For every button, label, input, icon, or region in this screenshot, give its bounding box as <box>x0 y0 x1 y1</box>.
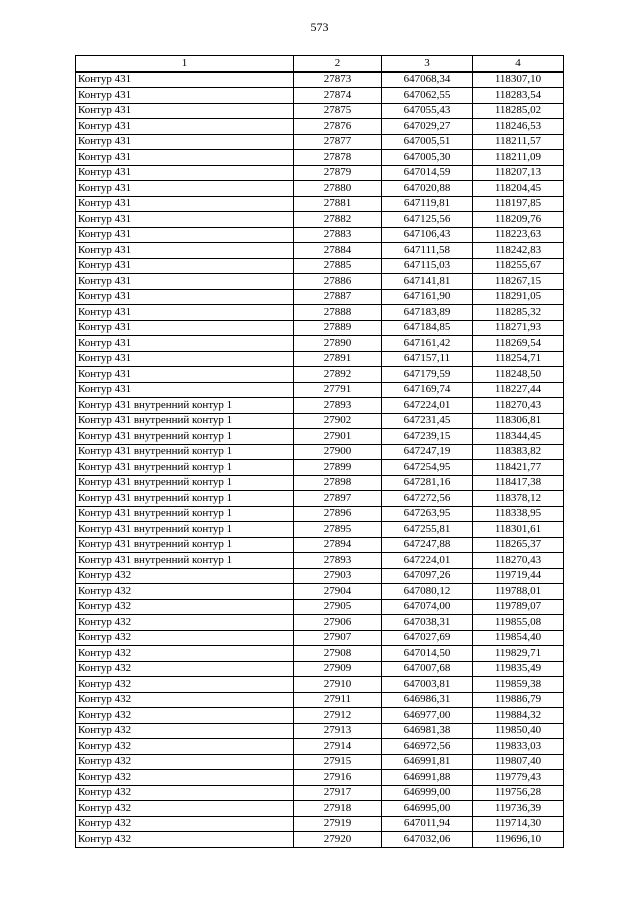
point-number-cell: 27893 <box>294 553 382 569</box>
table-row <box>76 134 564 150</box>
table-row <box>76 708 564 724</box>
table-row <box>76 243 564 259</box>
contour-name-cell: Контур 432 <box>76 816 294 832</box>
y-coordinate-cell: 118248,50 <box>473 367 564 383</box>
x-coordinate-cell: 646991,81 <box>382 754 473 770</box>
contour-name-cell: Контур 432 <box>76 801 294 817</box>
y-coordinate-cell: 119756,28 <box>473 785 564 801</box>
x-coordinate-cell: 647080,12 <box>382 584 473 600</box>
y-coordinate-cell: 119835,49 <box>473 661 564 677</box>
point-number-cell: 27901 <box>294 429 382 445</box>
table-row <box>76 568 564 584</box>
y-coordinate-cell: 118285,32 <box>473 305 564 321</box>
contour-name-cell: Контур 431 внутренний контур 1 <box>76 506 294 522</box>
table-row <box>76 537 564 553</box>
y-coordinate-cell: 118204,45 <box>473 181 564 197</box>
x-coordinate-cell: 647157,11 <box>382 351 473 367</box>
contour-name-cell: Контур 431 внутренний контур 1 <box>76 553 294 569</box>
table-row <box>76 103 564 119</box>
table-row <box>76 336 564 352</box>
contour-name-cell: Контур 432 <box>76 832 294 848</box>
table-row <box>76 630 564 646</box>
y-coordinate-cell: 119884,32 <box>473 708 564 724</box>
contour-name-cell: Контур 432 <box>76 677 294 693</box>
table-row <box>76 801 564 817</box>
column-header-point-number: 2 <box>294 56 382 72</box>
point-number-cell: 27910 <box>294 677 382 693</box>
contour-name-cell: Контур 432 <box>76 615 294 631</box>
y-coordinate-cell: 118223,63 <box>473 227 564 243</box>
y-coordinate-cell: 119789,07 <box>473 599 564 615</box>
x-coordinate-cell: 647007,68 <box>382 661 473 677</box>
contour-name-cell: Контур 431 <box>76 336 294 352</box>
point-number-cell: 27900 <box>294 444 382 460</box>
coordinates-table <box>75 55 564 848</box>
contour-name-cell: Контур 432 <box>76 584 294 600</box>
y-coordinate-cell: 119714,30 <box>473 816 564 832</box>
contour-name-cell: Контур 431 внутренний контур 1 <box>76 444 294 460</box>
y-coordinate-cell: 118421,77 <box>473 460 564 476</box>
column-header-contour: 1 <box>76 56 294 72</box>
x-coordinate-cell: 647014,59 <box>382 165 473 181</box>
table-row <box>76 320 564 336</box>
contour-name-cell: Контур 431 <box>76 103 294 119</box>
table-row <box>76 150 564 166</box>
x-coordinate-cell: 646995,00 <box>382 801 473 817</box>
x-coordinate-cell: 647068,34 <box>382 72 473 88</box>
contour-name-cell: Контур 431 <box>76 134 294 150</box>
point-number-cell: 27887 <box>294 289 382 305</box>
x-coordinate-cell: 647179,59 <box>382 367 473 383</box>
table-row <box>76 785 564 801</box>
contour-name-cell: Контур 431 <box>76 243 294 259</box>
table-row <box>76 413 564 429</box>
y-coordinate-cell: 118301,61 <box>473 522 564 538</box>
contour-name-cell: Контур 432 <box>76 723 294 739</box>
y-coordinate-cell: 119788,01 <box>473 584 564 600</box>
table-row <box>76 832 564 848</box>
y-coordinate-cell: 118207,13 <box>473 165 564 181</box>
point-number-cell: 27891 <box>294 351 382 367</box>
x-coordinate-cell: 647115,03 <box>382 258 473 274</box>
x-coordinate-cell: 647254,95 <box>382 460 473 476</box>
y-coordinate-cell: 118255,67 <box>473 258 564 274</box>
table-row <box>76 739 564 755</box>
table-header <box>76 56 564 72</box>
table-row <box>76 351 564 367</box>
x-coordinate-cell: 647169,74 <box>382 382 473 398</box>
table-row <box>76 522 564 538</box>
table-row <box>76 119 564 135</box>
x-coordinate-cell: 647106,43 <box>382 227 473 243</box>
table-row <box>76 289 564 305</box>
y-coordinate-cell: 119854,40 <box>473 630 564 646</box>
contour-name-cell: Контур 431 внутренний контур 1 <box>76 537 294 553</box>
point-number-cell: 27883 <box>294 227 382 243</box>
y-coordinate-cell: 119807,40 <box>473 754 564 770</box>
table-row <box>76 165 564 181</box>
point-number-cell: 27879 <box>294 165 382 181</box>
x-coordinate-cell: 646999,00 <box>382 785 473 801</box>
x-coordinate-cell: 647027,69 <box>382 630 473 646</box>
table-row <box>76 491 564 507</box>
contour-name-cell: Контур 431 внутренний контур 1 <box>76 491 294 507</box>
column-header-y: 4 <box>473 56 564 72</box>
x-coordinate-cell: 647141,81 <box>382 274 473 290</box>
x-coordinate-cell: 647029,27 <box>382 119 473 135</box>
y-coordinate-cell: 118338,95 <box>473 506 564 522</box>
point-number-cell: 27920 <box>294 832 382 848</box>
x-coordinate-cell: 647074,00 <box>382 599 473 615</box>
y-coordinate-cell: 118211,09 <box>473 150 564 166</box>
point-number-cell: 27894 <box>294 537 382 553</box>
point-number-cell: 27899 <box>294 460 382 476</box>
contour-name-cell: Контур 431 внутренний контур 1 <box>76 460 294 476</box>
x-coordinate-cell: 647224,01 <box>382 553 473 569</box>
table-row <box>76 227 564 243</box>
table-body <box>76 72 564 848</box>
table-row <box>76 305 564 321</box>
x-coordinate-cell: 647032,06 <box>382 832 473 848</box>
point-number-cell: 27913 <box>294 723 382 739</box>
column-header-x: 3 <box>382 56 473 72</box>
contour-name-cell: Контур 431 внутренний контур 1 <box>76 475 294 491</box>
contour-name-cell: Контур 431 <box>76 351 294 367</box>
table-row <box>76 646 564 662</box>
header-row <box>76 56 564 72</box>
point-number-cell: 27875 <box>294 103 382 119</box>
x-coordinate-cell: 647111,58 <box>382 243 473 259</box>
table-row <box>76 816 564 832</box>
contour-name-cell: Контур 431 <box>76 72 294 88</box>
y-coordinate-cell: 118306,81 <box>473 413 564 429</box>
x-coordinate-cell: 647125,56 <box>382 212 473 228</box>
y-coordinate-cell: 118307,10 <box>473 72 564 88</box>
contour-name-cell: Контур 432 <box>76 754 294 770</box>
point-number-cell: 27917 <box>294 785 382 801</box>
table-row <box>76 661 564 677</box>
x-coordinate-cell: 647119,81 <box>382 196 473 212</box>
x-coordinate-cell: 647224,01 <box>382 398 473 414</box>
contour-name-cell: Контур 431 <box>76 88 294 104</box>
table-row <box>76 692 564 708</box>
point-number-cell: 27903 <box>294 568 382 584</box>
y-coordinate-cell: 119859,38 <box>473 677 564 693</box>
point-number-cell: 27890 <box>294 336 382 352</box>
point-number-cell: 27905 <box>294 599 382 615</box>
page-number: 573 <box>310 20 329 34</box>
point-number-cell: 27876 <box>294 119 382 135</box>
contour-name-cell: Контур 431 внутренний контур 1 <box>76 522 294 538</box>
point-number-cell: 27791 <box>294 382 382 398</box>
y-coordinate-cell: 118269,54 <box>473 336 564 352</box>
y-coordinate-cell: 119855,08 <box>473 615 564 631</box>
table-row <box>76 212 564 228</box>
contour-name-cell: Контур 432 <box>76 692 294 708</box>
x-coordinate-cell: 647184,85 <box>382 320 473 336</box>
x-coordinate-cell: 647161,42 <box>382 336 473 352</box>
contour-name-cell: Контур 432 <box>76 568 294 584</box>
point-number-cell: 27918 <box>294 801 382 817</box>
point-number-cell: 27880 <box>294 181 382 197</box>
y-coordinate-cell: 119696,10 <box>473 832 564 848</box>
table-row <box>76 584 564 600</box>
contour-name-cell: Контур 432 <box>76 770 294 786</box>
point-number-cell: 27916 <box>294 770 382 786</box>
x-coordinate-cell: 647011,94 <box>382 816 473 832</box>
table-row <box>76 506 564 522</box>
y-coordinate-cell: 119719,44 <box>473 568 564 584</box>
x-coordinate-cell: 647255,81 <box>382 522 473 538</box>
y-coordinate-cell: 118378,12 <box>473 491 564 507</box>
table-row <box>76 274 564 290</box>
point-number-cell: 27892 <box>294 367 382 383</box>
point-number-cell: 27896 <box>294 506 382 522</box>
point-number-cell: 27915 <box>294 754 382 770</box>
table-row <box>76 382 564 398</box>
point-number-cell: 27897 <box>294 491 382 507</box>
x-coordinate-cell: 647247,88 <box>382 537 473 553</box>
y-coordinate-cell: 119779,43 <box>473 770 564 786</box>
y-coordinate-cell: 118211,57 <box>473 134 564 150</box>
x-coordinate-cell: 646972,56 <box>382 739 473 755</box>
point-number-cell: 27898 <box>294 475 382 491</box>
y-coordinate-cell: 118197,85 <box>473 196 564 212</box>
point-number-cell: 27902 <box>294 413 382 429</box>
y-coordinate-cell: 118270,43 <box>473 398 564 414</box>
point-number-cell: 27881 <box>294 196 382 212</box>
contour-name-cell: Контур 432 <box>76 630 294 646</box>
contour-name-cell: Контур 431 <box>76 196 294 212</box>
point-number-cell: 27907 <box>294 630 382 646</box>
point-number-cell: 27893 <box>294 398 382 414</box>
contour-name-cell: Контур 432 <box>76 739 294 755</box>
point-number-cell: 27873 <box>294 72 382 88</box>
table-row <box>76 429 564 445</box>
point-number-cell: 27884 <box>294 243 382 259</box>
x-coordinate-cell: 647055,43 <box>382 103 473 119</box>
contour-name-cell: Контур 431 <box>76 320 294 336</box>
table-row <box>76 181 564 197</box>
x-coordinate-cell: 647005,30 <box>382 150 473 166</box>
contour-name-cell: Контур 431 <box>76 212 294 228</box>
contour-name-cell: Контур 431 <box>76 119 294 135</box>
contour-name-cell: Контур 431 <box>76 367 294 383</box>
y-coordinate-cell: 119850,40 <box>473 723 564 739</box>
point-number-cell: 27882 <box>294 212 382 228</box>
contour-name-cell: Контур 431 <box>76 227 294 243</box>
point-number-cell: 27911 <box>294 692 382 708</box>
table-row <box>76 460 564 476</box>
contour-name-cell: Контур 431 <box>76 258 294 274</box>
table-row <box>76 444 564 460</box>
table-row <box>76 770 564 786</box>
point-number-cell: 27904 <box>294 584 382 600</box>
contour-name-cell: Контур 431 <box>76 274 294 290</box>
table-row <box>76 475 564 491</box>
x-coordinate-cell: 647281,16 <box>382 475 473 491</box>
point-number-cell: 27885 <box>294 258 382 274</box>
contour-name-cell: Контур 431 <box>76 305 294 321</box>
contour-name-cell: Контур 431 <box>76 165 294 181</box>
x-coordinate-cell: 646986,31 <box>382 692 473 708</box>
table-row <box>76 72 564 88</box>
x-coordinate-cell: 647097,26 <box>382 568 473 584</box>
point-number-cell: 27888 <box>294 305 382 321</box>
x-coordinate-cell: 647183,89 <box>382 305 473 321</box>
contour-name-cell: Контур 431 внутренний контур 1 <box>76 398 294 414</box>
table-row <box>76 677 564 693</box>
contour-name-cell: Контур 431 внутренний контур 1 <box>76 413 294 429</box>
point-number-cell: 27908 <box>294 646 382 662</box>
y-coordinate-cell: 119886,79 <box>473 692 564 708</box>
point-number-cell: 27889 <box>294 320 382 336</box>
table-row <box>76 754 564 770</box>
point-number-cell: 27909 <box>294 661 382 677</box>
table-row <box>76 553 564 569</box>
x-coordinate-cell: 647231,45 <box>382 413 473 429</box>
table-row <box>76 615 564 631</box>
y-coordinate-cell: 118242,83 <box>473 243 564 259</box>
x-coordinate-cell: 647272,56 <box>382 491 473 507</box>
point-number-cell: 27906 <box>294 615 382 631</box>
x-coordinate-cell: 647062,55 <box>382 88 473 104</box>
point-number-cell: 27878 <box>294 150 382 166</box>
y-coordinate-cell: 118265,37 <box>473 537 564 553</box>
contour-name-cell: Контур 431 <box>76 289 294 305</box>
contour-name-cell: Контур 431 <box>76 150 294 166</box>
x-coordinate-cell: 647003,81 <box>382 677 473 693</box>
point-number-cell: 27919 <box>294 816 382 832</box>
y-coordinate-cell: 118209,76 <box>473 212 564 228</box>
x-coordinate-cell: 647005,51 <box>382 134 473 150</box>
x-coordinate-cell: 647263,95 <box>382 506 473 522</box>
contour-name-cell: Контур 432 <box>76 785 294 801</box>
point-number-cell: 27874 <box>294 88 382 104</box>
point-number-cell: 27886 <box>294 274 382 290</box>
y-coordinate-cell: 118285,02 <box>473 103 564 119</box>
point-number-cell: 27877 <box>294 134 382 150</box>
point-number-cell: 27914 <box>294 739 382 755</box>
table-row <box>76 196 564 212</box>
contour-name-cell: Контур 431 <box>76 382 294 398</box>
y-coordinate-cell: 118283,54 <box>473 88 564 104</box>
y-coordinate-cell: 118267,15 <box>473 274 564 290</box>
x-coordinate-cell: 646977,00 <box>382 708 473 724</box>
y-coordinate-cell: 118271,93 <box>473 320 564 336</box>
y-coordinate-cell: 119829,71 <box>473 646 564 662</box>
contour-name-cell: Контур 432 <box>76 599 294 615</box>
contour-name-cell: Контур 432 <box>76 708 294 724</box>
y-coordinate-cell: 119833,03 <box>473 739 564 755</box>
y-coordinate-cell: 118270,43 <box>473 553 564 569</box>
contour-name-cell: Контур 431 <box>76 181 294 197</box>
y-coordinate-cell: 118417,38 <box>473 475 564 491</box>
table-row <box>76 398 564 414</box>
y-coordinate-cell: 118383,82 <box>473 444 564 460</box>
y-coordinate-cell: 118246,53 <box>473 119 564 135</box>
x-coordinate-cell: 647161,90 <box>382 289 473 305</box>
table-row <box>76 599 564 615</box>
y-coordinate-cell: 118344,45 <box>473 429 564 445</box>
x-coordinate-cell: 647239,15 <box>382 429 473 445</box>
table-row <box>76 88 564 104</box>
y-coordinate-cell: 118227,44 <box>473 382 564 398</box>
point-number-cell: 27895 <box>294 522 382 538</box>
table-row <box>76 258 564 274</box>
y-coordinate-cell: 118291,05 <box>473 289 564 305</box>
x-coordinate-cell: 647014,50 <box>382 646 473 662</box>
x-coordinate-cell: 646991,88 <box>382 770 473 786</box>
x-coordinate-cell: 647247,19 <box>382 444 473 460</box>
y-coordinate-cell: 118254,71 <box>473 351 564 367</box>
x-coordinate-cell: 647038,31 <box>382 615 473 631</box>
x-coordinate-cell: 646981,38 <box>382 723 473 739</box>
contour-name-cell: Контур 431 внутренний контур 1 <box>76 429 294 445</box>
x-coordinate-cell: 647020,88 <box>382 181 473 197</box>
contour-name-cell: Контур 432 <box>76 661 294 677</box>
table-row <box>76 723 564 739</box>
contour-name-cell: Контур 432 <box>76 646 294 662</box>
y-coordinate-cell: 119736,39 <box>473 801 564 817</box>
table-row <box>76 367 564 383</box>
point-number-cell: 27912 <box>294 708 382 724</box>
